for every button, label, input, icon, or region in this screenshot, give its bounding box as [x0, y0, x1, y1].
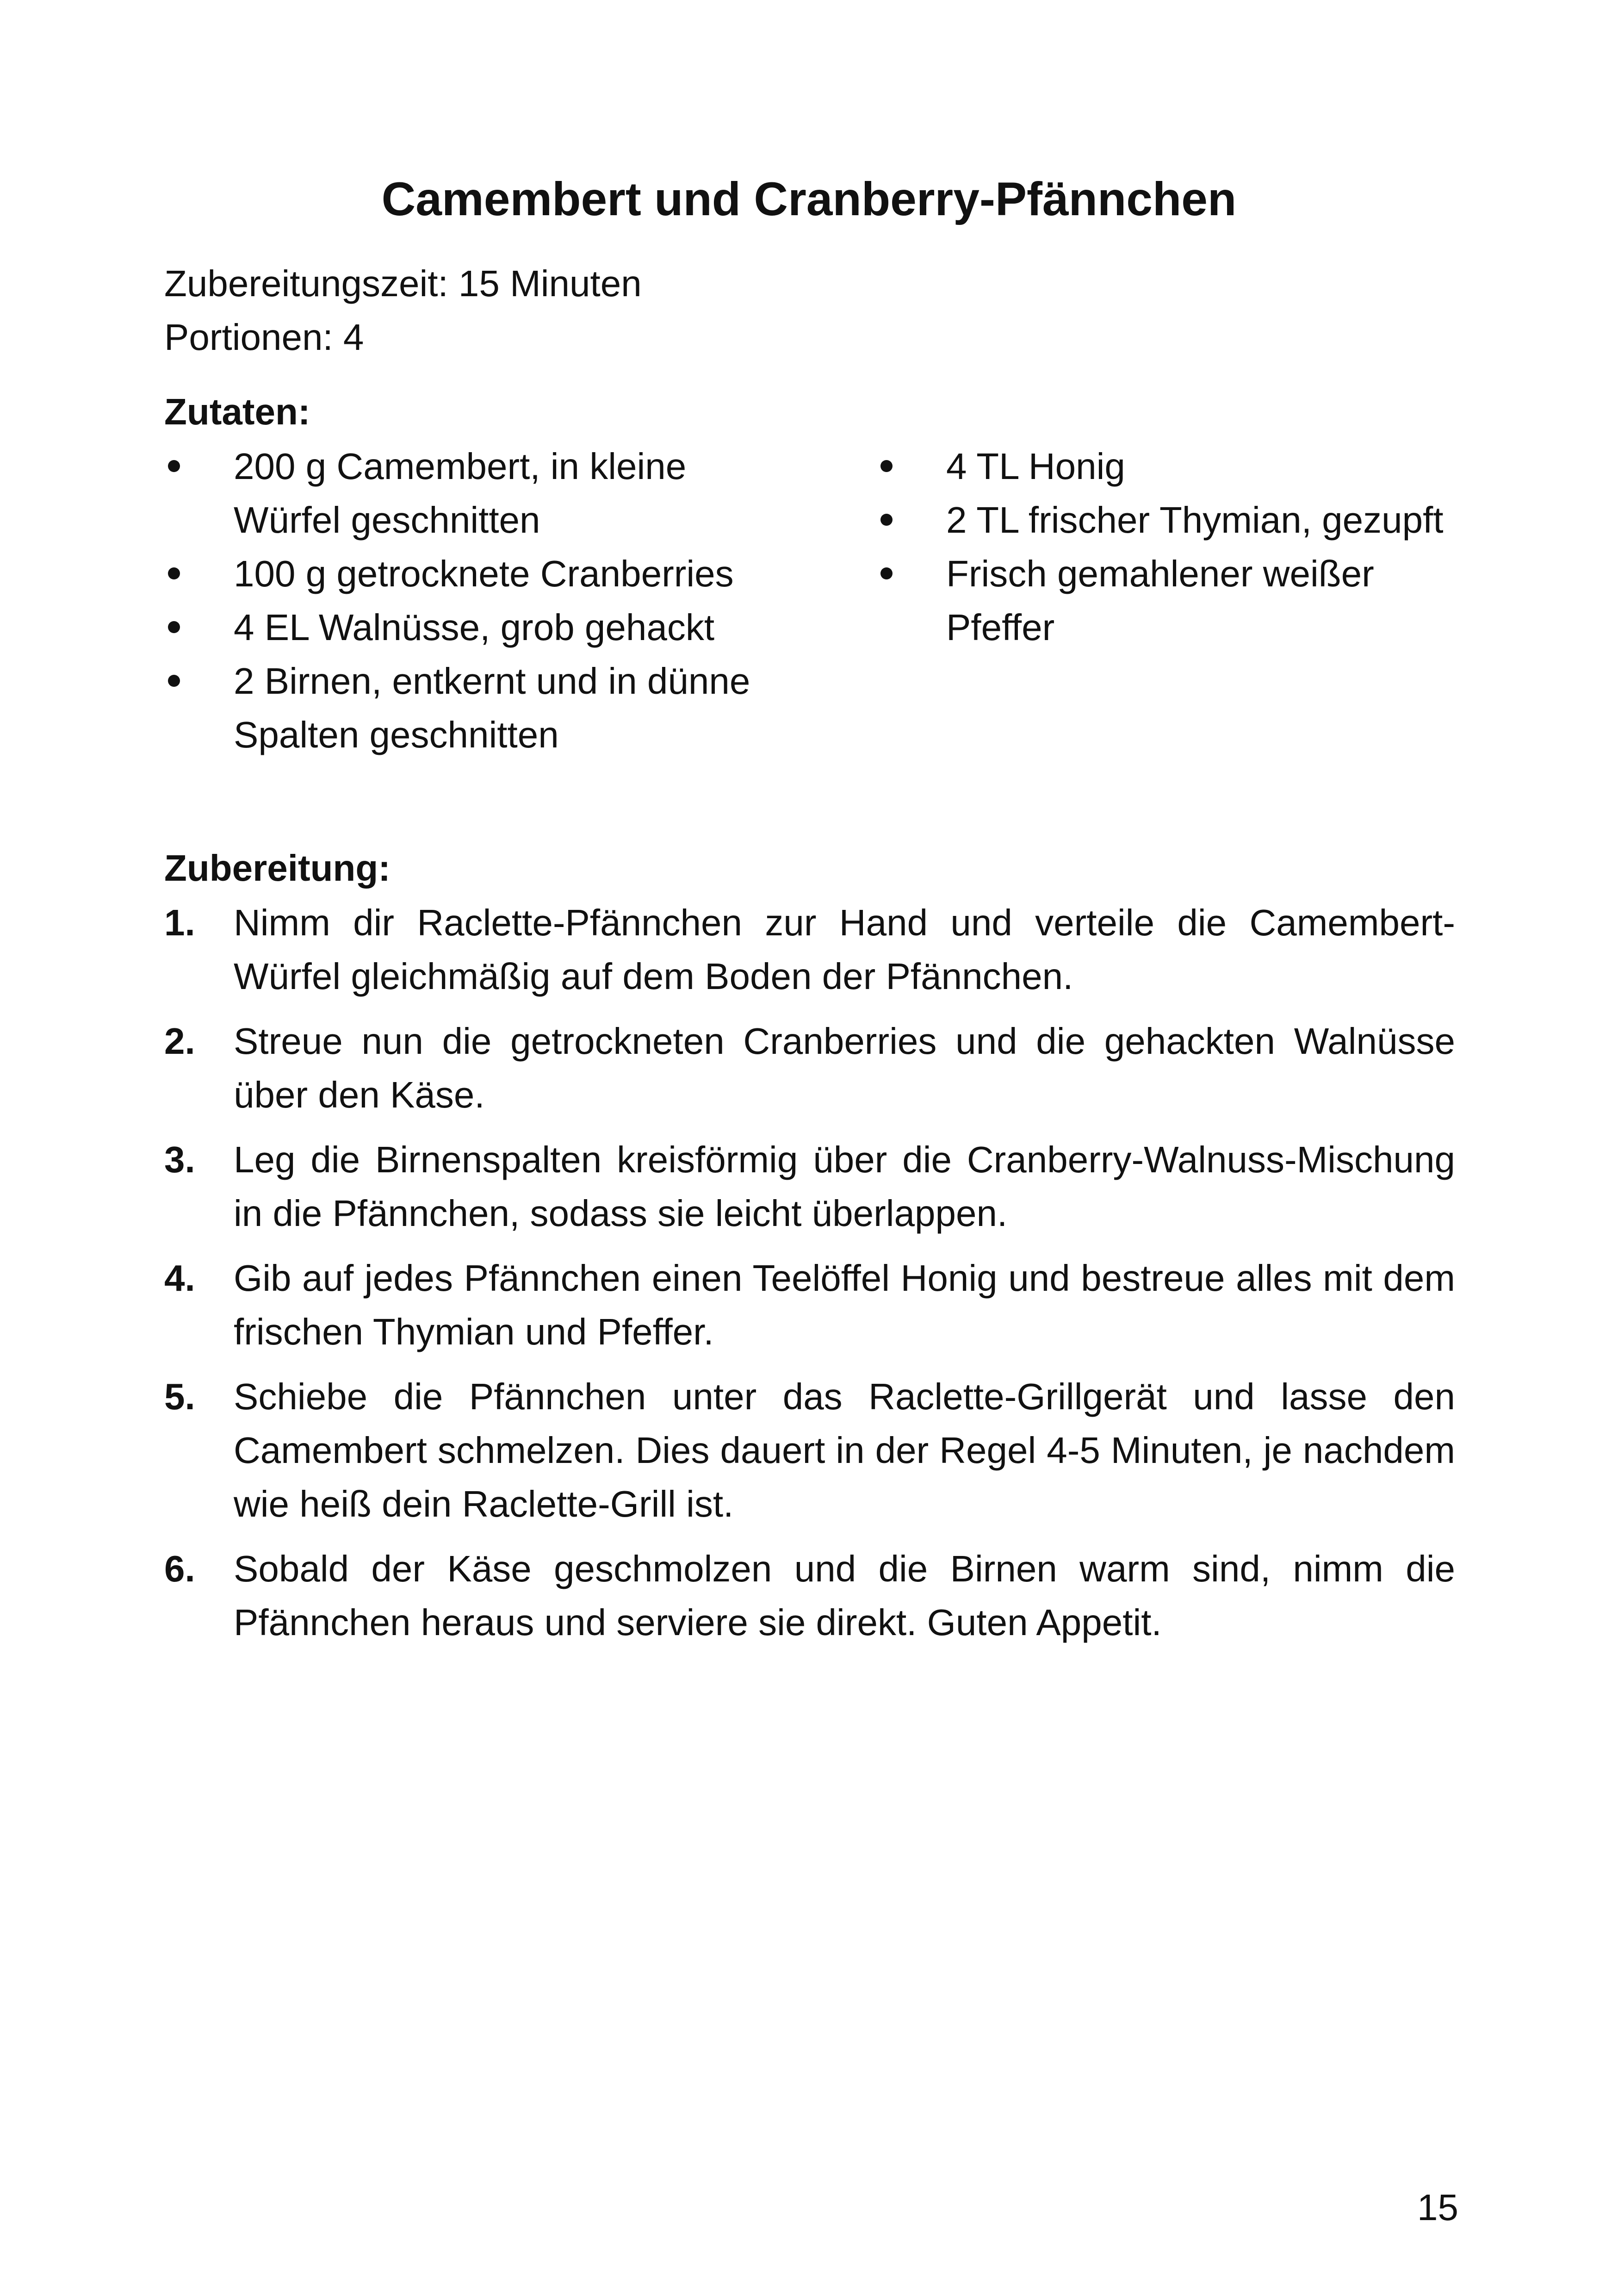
bullet-icon	[880, 567, 893, 579]
step-item	[164, 1014, 1455, 1122]
bullet-icon	[880, 460, 893, 472]
ingredients-heading: Zutaten:	[164, 391, 310, 432]
step-item	[164, 1542, 1455, 1649]
step-item	[164, 896, 1455, 1003]
page-number: 15	[1417, 2187, 1458, 2228]
ingredient-item: Frisch gemahlener weißer Pfeffer	[877, 547, 1478, 654]
prep-time: Zubereitungszeit: 15 Minuten	[164, 263, 642, 304]
step-text: Streue nun die getrockneten Cranberries und die gehackten Walnüsse über den Käse.	[234, 1020, 1455, 1115]
bullet-icon	[168, 675, 180, 687]
ingredients-right-column	[877, 440, 1478, 654]
ingredient-item: 200 g Camembert, in kleine Würfel geschnitten	[164, 440, 766, 547]
step-text: Schiebe die Pfännchen unter das Raclette-Grillgerät und lasse den Camembert schmelzen. Dies dauert in der Regel 4-5 Minuten, je nachdem wie heiß dein Raclette-Grill ist.	[234, 1376, 1455, 1524]
step-text: Leg die Birnenspalten kreisförmig über die Cranberry-Walnuss-Mischung in die Pfännchen, sodass sie leicht überlappen.	[234, 1139, 1455, 1234]
step-text: Sobald der Käse geschmolzen und die Birnen warm sind, nimm die Pfännchen heraus und serviere sie direkt. Guten Appetit.	[234, 1548, 1455, 1643]
bullet-icon	[168, 460, 180, 472]
recipe-title: Camembert und Cranberry-Pfännchen	[381, 173, 1237, 225]
step-number: 6.	[164, 1548, 195, 1589]
step-number: 2.	[164, 1020, 195, 1062]
step-text: Nimm dir Raclette-Pfännchen zur Hand und verteile die Camembert-Würfel gleichmäßig auf dem Boden der Pfännchen.	[234, 902, 1455, 997]
ingredient-item: 4 TL Honig	[877, 440, 1478, 493]
preparation-heading: Zubereitung:	[164, 847, 391, 889]
ingredient-item: 2 Birnen, entkernt und in dünne Spalten geschnitten	[164, 654, 766, 762]
step-item	[164, 1251, 1455, 1359]
recipe-meta	[164, 257, 642, 364]
step-number: 5.	[164, 1376, 195, 1417]
step-number: 1.	[164, 902, 195, 943]
bullet-icon	[168, 567, 180, 579]
bullet-icon	[880, 514, 893, 526]
step-number: 4.	[164, 1257, 195, 1299]
preparation-steps	[164, 896, 1455, 1661]
ingredient-item: 2 TL frischer Thymian, gezupft	[877, 493, 1478, 547]
ingredients-left-column	[164, 440, 766, 762]
step-item	[164, 1370, 1455, 1531]
step-number: 3.	[164, 1139, 195, 1180]
bullet-icon	[168, 621, 180, 633]
ingredient-item: 100 g getrocknete Cranberries	[164, 547, 766, 601]
step-item	[164, 1133, 1455, 1240]
ingredient-item: 4 EL Walnüsse, grob gehackt	[164, 601, 766, 654]
portions: Portionen: 4	[164, 317, 364, 358]
step-text: Gib auf jedes Pfännchen einen Teelöffel Honig und bestreue alles mit dem frischen Thymian und Pfeffer.	[234, 1257, 1455, 1352]
